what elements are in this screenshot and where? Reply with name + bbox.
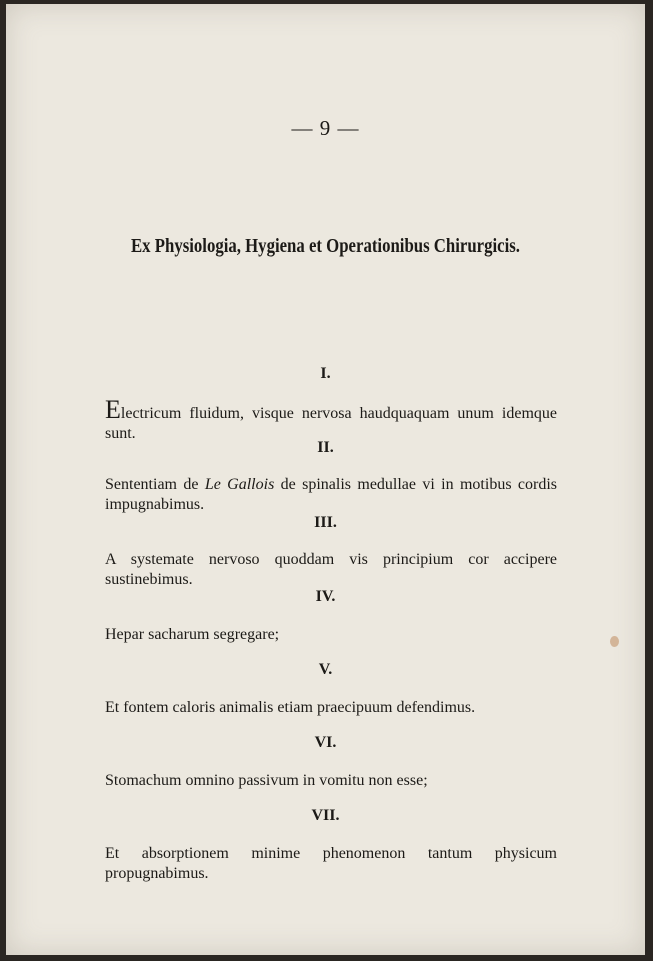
thesis-numeral-1: I. [320, 365, 331, 382]
paper-stain [610, 636, 619, 647]
thesis-numeral-7: VII. [311, 807, 340, 824]
author-name: Le Gallois [204, 476, 275, 493]
thesis-numeral-3: III. [314, 514, 337, 531]
thesis-text-7: Et absorptionem minime phenomenon tantum physicum propugnabimus. [105, 845, 557, 882]
document-page [6, 4, 645, 955]
thesis-numeral-4: IV. [315, 588, 336, 605]
thesis-text-4: Hepar sacharum segregare; [105, 626, 280, 643]
page-number: — 9 — [291, 116, 360, 140]
thesis-text-1-body: lectricum fluidum, visque nervosa haudquaquam unum idemque sunt. [105, 405, 557, 442]
thesis-text-2-after: de spinalis medullae vi in motibus cordis impugnabimus. [105, 476, 557, 513]
thesis-text-3: A systemate nervoso quoddam vis principium cor accipere sustinebimus. [105, 551, 557, 588]
section-heading: Ex Physiologia, Hygiena et Operationibus Chirurgicis. [130, 236, 520, 257]
thesis-text-6: Stomachum omnino passivum in vomitu non esse; [105, 772, 428, 789]
thesis-text-1 [105, 395, 557, 444]
thesis-numeral-6: VI. [314, 734, 337, 751]
thesis-numeral-5: V. [318, 661, 333, 678]
thesis-text-2 [105, 475, 557, 515]
thesis-text-2-before: Sententiam de [105, 476, 205, 493]
dropcap-letter: E [105, 395, 121, 424]
thesis-numeral-2: II. [317, 439, 334, 456]
thesis-text-5: Et fontem caloris animalis etiam praecipuum defendimus. [105, 699, 476, 716]
